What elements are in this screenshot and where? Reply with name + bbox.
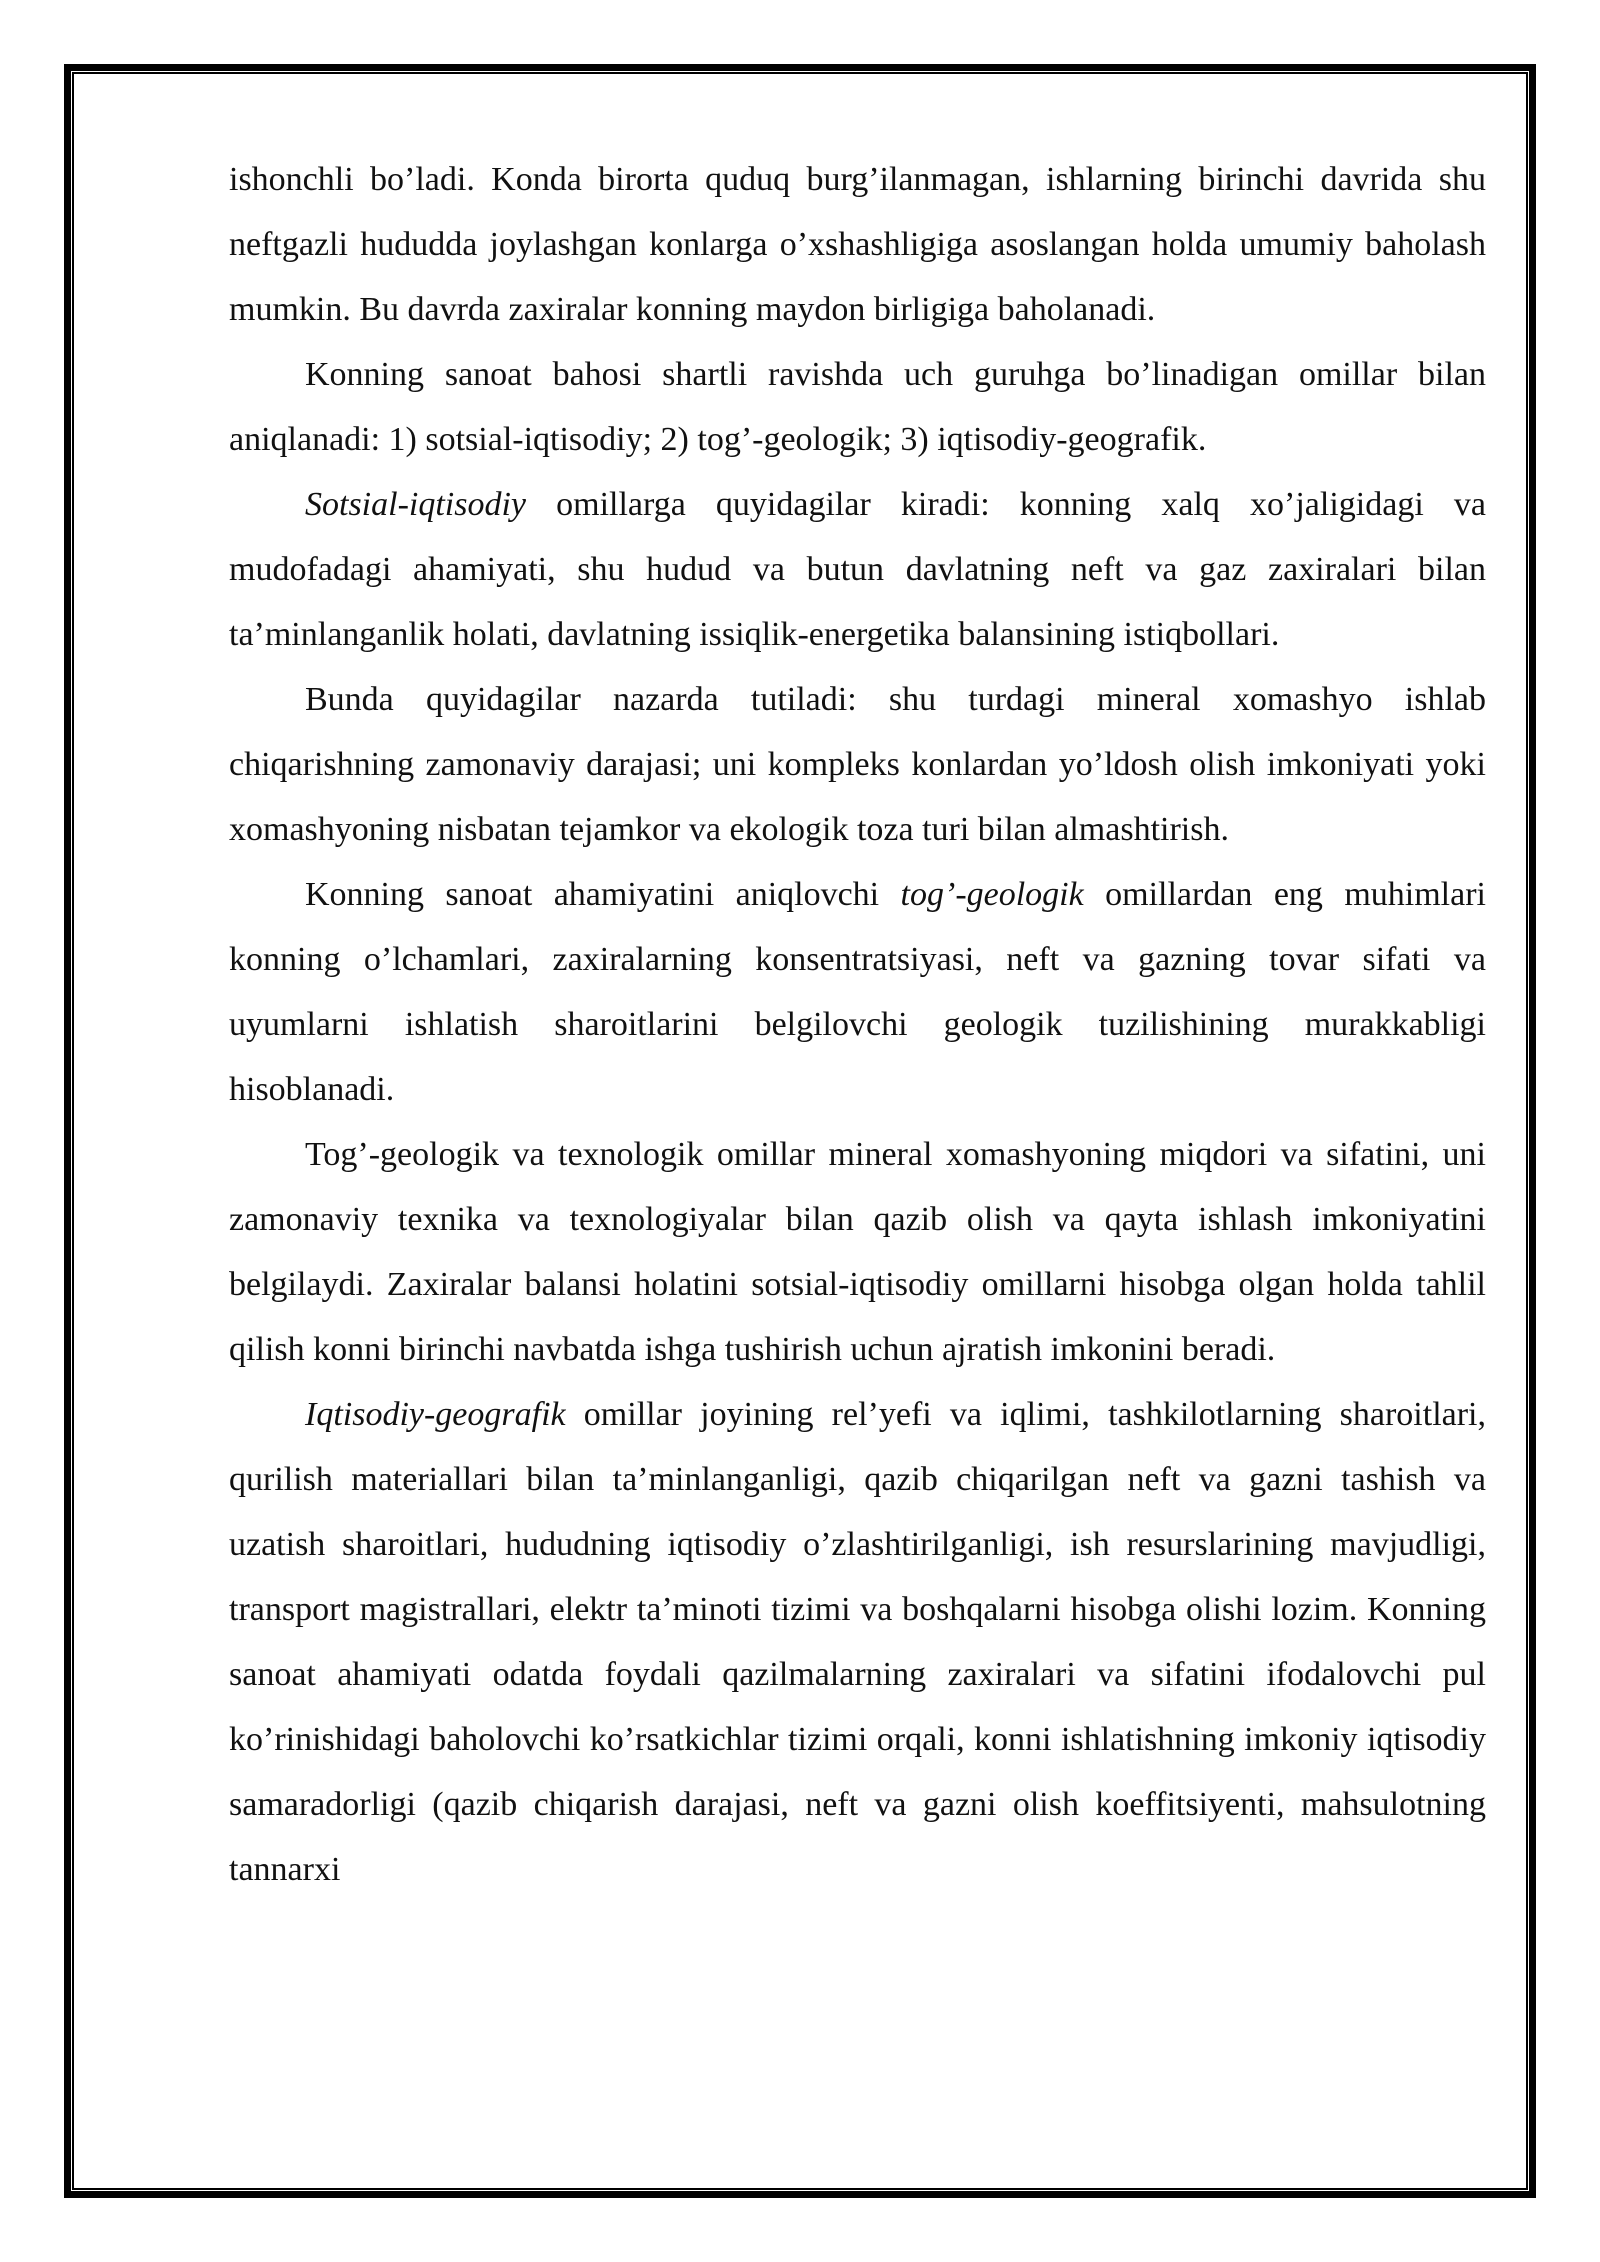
paragraph-5-text-start: Konning sanoat ahamiyatini aniqlovchi bbox=[305, 876, 901, 913]
paragraph-1-text: ishonchli bo’ladi. Konda birorta quduq burg’ilanmagan, ishlarning birinchi davrida shu neftgazli hududda joylashgan konlarga o’xshashligiga asoslangan holda umumiy baholash mumkin. Bu davrda zaxiralar konning maydon birligiga baholanadi. bbox=[229, 161, 1486, 328]
term-iqtisodiy-geografik: Iqtisodiy-geografik bbox=[305, 1396, 566, 1433]
paragraph-1 bbox=[229, 147, 1486, 342]
term-sotsial-iqtisodiy: Sotsial-iqtisodiy bbox=[305, 486, 526, 523]
term-tog-geologik: tog’-geologik bbox=[900, 876, 1084, 913]
paragraph-3-text: omillarga quyidagilar kiradi: konning xalq xo’jaligidagi va mudofadagi ahamiyati, shu hudud va butun davlatning neft va gaz zaxiralari bilan ta’minlanganlik holati, davlatning issiqlik-energetika balansining istiqbollari. bbox=[229, 486, 1486, 653]
paragraph-2-text: Konning sanoat bahosi shartli ravishda uch guruhga bo’linadigan omillar bilan aniqlanadi: 1) sotsial-iqtisodiy; 2) tog’-geologik; 3) iqtisodiy-geografik. bbox=[229, 356, 1486, 458]
paragraph-5-text-end: omillardan eng muhimlari konning o’lchamlari, zaxiralarning konsentratsiyasi, neft va gazning tovar sifati va uyumlarni ishlatish sharoitlarini belgilovchi geologik tuzilishining murakkabligi hisoblanadi. bbox=[229, 876, 1486, 1108]
document-body bbox=[229, 147, 1486, 1902]
paragraph-4-text: Bunda quyidagilar nazarda tutiladi: shu turdagi mineral xomashyo ishlab chiqarishning zamonaviy darajasi; uni kompleks konlardan yo’ldosh olish imkoniyati yoki xomashyoning nisbatan tejamkor va ekologik toza turi bilan almashtirish. bbox=[229, 681, 1486, 848]
paragraph-6-text: Tog’-geologik va texnologik omillar mineral xomashyoning miqdori va sifatini, uni zamonaviy texnika va texnologiyalar bilan qazib olish va qayta ishlash imkoniyatini belgilaydi. Zaxiralar balansi holatini sotsial-iqtisodiy omillarni hisobga olgan holda tahlil qilish konni birinchi navbatda ishga tushirish uchun ajratish imkonini beradi. bbox=[229, 1136, 1486, 1368]
paragraph-3 bbox=[229, 472, 1486, 667]
paragraph-7-text: omillar joyining rel’yefi va iqlimi, tashkilotlarning sharoitlari, qurilish materiallari bilan ta’minlanganligi, qazib chiqarilgan neft va gazni tashish va uzatish sharoitlari, hududning iqtisodiy o’zlashtirilganligi, ish resurslarining mavjudligi, transport magistrallari, elektr ta’minoti tizimi va boshqalarni hisobga olishi lozim. Konning sanoat ahamiyati odatda foydali qazilmalarning zaxiralari va sifatini ifodalovchi pul ko’rinishidagi baholovchi ko’rsatkichlar tizimi orqali, konni ishlatishning imkoniy iqtisodiy samaradorligi (qazib chiqarish darajasi, neft va gazni olish koeffitsiyenti, mahsulotning tannarxi bbox=[229, 1396, 1486, 1888]
paragraph-6 bbox=[229, 1122, 1486, 1382]
paragraph-5 bbox=[229, 862, 1486, 1122]
paragraph-2 bbox=[229, 342, 1486, 472]
paragraph-7 bbox=[229, 1382, 1486, 1902]
paragraph-4 bbox=[229, 667, 1486, 862]
